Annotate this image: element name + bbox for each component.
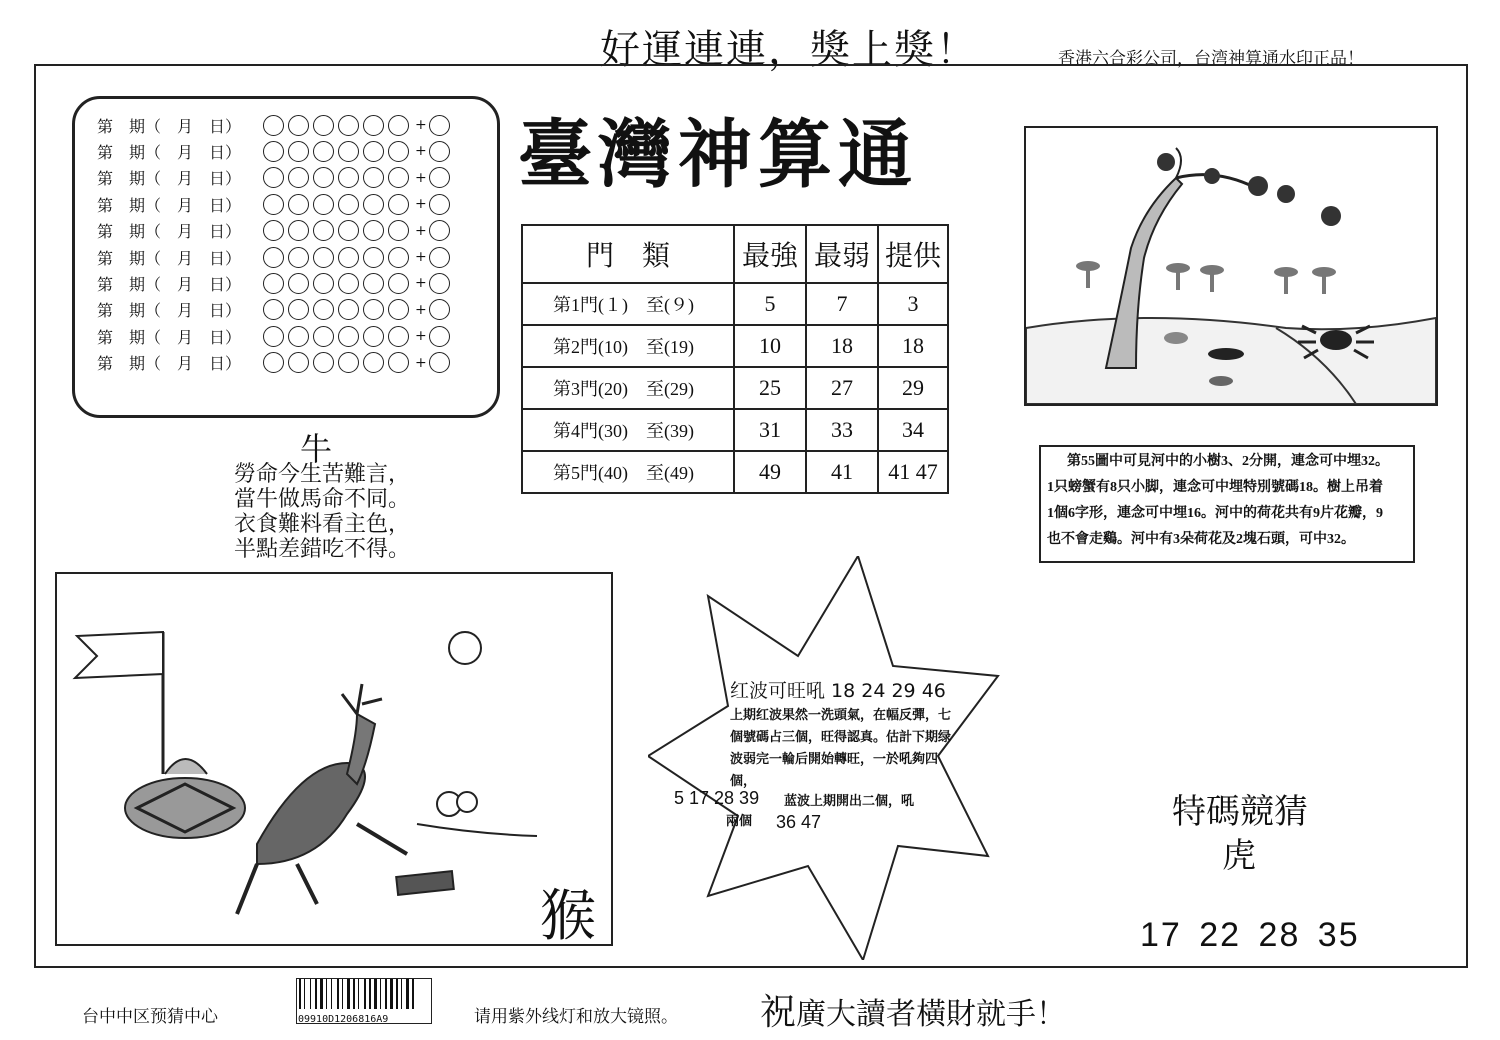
number-ball — [263, 220, 284, 241]
deer-turtle-illustration — [57, 574, 611, 944]
tree-crab-illustration — [1026, 128, 1436, 404]
draw-row-label: 第 期（ 月 日） — [97, 248, 242, 268]
number-ball — [338, 352, 359, 373]
special-guess-title: 特碼競猜 — [1172, 792, 1308, 832]
number-ball — [313, 326, 334, 347]
draw-row-label: 第 期（ 月 日） — [97, 222, 242, 242]
plus-sign: + — [415, 328, 427, 345]
weakest-cell: 41 — [806, 451, 878, 493]
number-ball — [288, 141, 309, 162]
number-ball — [363, 194, 384, 215]
special-number-ball — [429, 299, 450, 320]
number-ball — [338, 194, 359, 215]
number-ball — [388, 115, 409, 136]
number-ball — [288, 115, 309, 136]
picture-hint-text — [1039, 445, 1415, 563]
draw-record-row — [97, 271, 454, 295]
range-cell: 第4門(30) 至(39) — [522, 409, 734, 451]
draw-record-row — [97, 113, 454, 137]
number-ball — [363, 220, 384, 241]
footer-blessing — [760, 984, 1066, 1035]
provided-cell: 3 — [878, 283, 948, 325]
picture-zodiac-label: 猴 — [540, 884, 596, 949]
range-cell: 第1門(１) 至(９) — [522, 283, 734, 325]
number-ball — [338, 167, 359, 188]
number-ball — [388, 273, 409, 294]
number-ball — [363, 326, 384, 347]
starburst-numbers-1: 5 17 28 39 — [674, 788, 760, 808]
starburst-body: 上期红波果然一洗頭氣，在幅反彈，七個號碼占三個，旺得認真。估計下期绿波弱完一輪后開始轉旺，一於吼夠四個， — [730, 707, 952, 788]
range-cell: 第3門(20) 至(29) — [522, 367, 734, 409]
col-header-weakest: 最弱 — [806, 225, 878, 283]
range-cell: 第2門(10) 至(19) — [522, 325, 734, 367]
table-row — [522, 283, 948, 325]
range-cell: 第5門(40) 至(49) — [522, 451, 734, 493]
table-header-row — [522, 225, 948, 283]
col-header-category: 門 類 — [522, 225, 734, 283]
draw-row-label: 第 期（ 月 日） — [97, 354, 242, 374]
starburst-tail-2: 兩個 — [726, 813, 753, 828]
col-header-strongest: 最強 — [734, 225, 806, 283]
draw-record-grid — [72, 96, 500, 418]
blessing-big-char: 祝 — [760, 992, 797, 1033]
special-number-ball — [429, 141, 450, 162]
strongest-cell: 10 — [734, 325, 806, 367]
number-ball — [313, 141, 334, 162]
number-ball — [363, 167, 384, 188]
footer-instruction: 请用紫外线灯和放大镜照。 — [474, 1007, 678, 1027]
number-ball — [338, 141, 359, 162]
number-ball — [338, 247, 359, 268]
poem-line: 當牛做馬命不同。 — [234, 487, 411, 512]
number-ball — [363, 247, 384, 268]
plus-sign: + — [415, 117, 427, 133]
table-row — [522, 367, 948, 409]
number-ball — [313, 299, 334, 320]
barcode-bars — [297, 979, 430, 1009]
draw-record-row — [97, 324, 454, 348]
number-ball — [263, 247, 284, 268]
hint-line: 1只螃蟹有8只小脚，連念可中埋特別號碼18。樹上吊着 — [1047, 480, 1383, 495]
draw-record-row — [97, 298, 454, 322]
draw-row-label: 第 期（ 月 日） — [97, 195, 242, 215]
number-ball — [313, 194, 334, 215]
table-row — [522, 325, 948, 367]
draw-record-row — [97, 219, 454, 243]
special-guess-animal: 虎 — [1222, 836, 1256, 876]
draw-row-label: 第 期（ 月 日） — [97, 301, 242, 321]
strongest-cell: 31 — [734, 409, 806, 451]
riddle-picture-deer-turtle — [55, 572, 613, 946]
draw-row-label: 第 期（ 月 日） — [97, 142, 242, 162]
footer-center-name: 台中中区预猜中心 — [82, 1007, 218, 1027]
draw-record-row — [97, 192, 454, 216]
number-ball — [388, 220, 409, 241]
special-number-ball — [429, 273, 450, 294]
special-number-ball — [429, 352, 450, 373]
number-ball — [338, 299, 359, 320]
number-ball — [313, 220, 334, 241]
page-title: 臺灣神算通 — [518, 112, 918, 198]
number-ball — [313, 115, 334, 136]
number-ball — [288, 352, 309, 373]
strongest-cell: 25 — [734, 367, 806, 409]
provided-cell: 29 — [878, 367, 948, 409]
number-ball — [288, 247, 309, 268]
number-ball — [313, 352, 334, 373]
number-ball — [263, 194, 284, 215]
draw-record-row — [97, 245, 454, 269]
number-ball — [263, 167, 284, 188]
starburst-numbers-2: 36 47 — [776, 812, 822, 832]
draw-record-row — [97, 351, 454, 375]
number-ball — [313, 247, 334, 268]
hint-line: 1個6字形，連念可中埋16。河中的荷花共有9片花瓣，9 — [1047, 506, 1383, 521]
riddle-picture-tree-crab — [1024, 126, 1438, 406]
number-ball — [338, 115, 359, 136]
number-ball — [313, 167, 334, 188]
plus-sign: + — [415, 354, 427, 371]
number-ball — [363, 115, 384, 136]
special-number-ball — [429, 115, 450, 136]
hint-line: 也不會走鷄。河中有3朵荷花及2塊石頭，可中32。 — [1047, 532, 1355, 547]
starburst-tail: 蓝波上期開出二個，吼 — [784, 793, 915, 808]
number-ball — [363, 352, 384, 373]
weakest-cell: 33 — [806, 409, 878, 451]
draw-row-label: 第 期（ 月 日） — [97, 274, 242, 294]
number-ball — [263, 115, 284, 136]
number-ball — [388, 247, 409, 268]
plus-sign: + — [415, 222, 427, 239]
draw-record-row — [97, 166, 454, 190]
table-row — [522, 409, 948, 451]
number-ball — [288, 273, 309, 294]
number-ball — [288, 326, 309, 347]
special-number-ball — [429, 167, 450, 188]
number-ball — [263, 273, 284, 294]
number-ball — [363, 273, 384, 294]
poem — [234, 462, 410, 562]
number-ball — [338, 273, 359, 294]
plus-sign: + — [415, 196, 427, 213]
draw-row-label: 第 期（ 月 日） — [97, 116, 242, 136]
number-ball — [288, 194, 309, 215]
hint-line: 第55圖中可見河中的小樹3、2分開，連念可中埋32。 — [1067, 454, 1389, 469]
number-ball — [388, 167, 409, 188]
number-ball — [338, 220, 359, 241]
poem-zodiac: 牛 — [300, 430, 333, 468]
poem-line: 半點差錯吃不得。 — [234, 537, 411, 562]
draw-row-label: 第 期（ 月 日） — [97, 327, 242, 347]
number-ball — [263, 326, 284, 347]
number-ball — [288, 220, 309, 241]
barcode-code: 09910D1206816A9 — [298, 1014, 389, 1025]
plus-sign: + — [415, 143, 427, 160]
top-slogan: 好運連連，獎上獎！ — [600, 27, 978, 73]
plus-sign: + — [415, 275, 427, 292]
weakest-cell: 7 — [806, 283, 878, 325]
number-ball — [288, 167, 309, 188]
provided-cell: 41 47 — [878, 451, 948, 493]
strongest-cell: 49 — [734, 451, 806, 493]
weakest-cell: 18 — [806, 325, 878, 367]
plus-sign: + — [415, 169, 427, 186]
provided-cell: 34 — [878, 409, 948, 451]
number-ball — [288, 299, 309, 320]
starburst-heading: 红波可旺吼 18 24 29 46 — [730, 680, 946, 702]
special-number-ball — [429, 326, 450, 347]
number-ball — [263, 141, 284, 162]
number-ball — [363, 299, 384, 320]
number-ball — [388, 352, 409, 373]
special-guess-numbers: 17 22 28 35 — [1140, 916, 1360, 954]
plus-sign: + — [415, 249, 427, 265]
number-ball — [388, 141, 409, 162]
number-ball — [388, 194, 409, 215]
number-ball — [363, 141, 384, 162]
blessing-text: 廣大讀者橫財就手！ — [796, 997, 1067, 1032]
weakest-cell: 27 — [806, 367, 878, 409]
special-number-ball — [429, 247, 450, 268]
provided-cell: 18 — [878, 325, 948, 367]
number-group-table — [521, 224, 949, 494]
draw-record-row — [97, 139, 454, 163]
number-ball — [388, 326, 409, 347]
watermark-note: 香港六合彩公司，台湾神算通水印正品！ — [1058, 49, 1364, 69]
special-number-ball — [429, 220, 450, 241]
number-ball — [338, 326, 359, 347]
col-header-provided: 提供 — [878, 225, 948, 283]
strongest-cell: 5 — [734, 283, 806, 325]
table-row — [522, 451, 948, 493]
number-ball — [263, 299, 284, 320]
poem-line: 勞命今生苦難言， — [234, 462, 411, 487]
plus-sign: + — [415, 301, 427, 318]
poem-line: 衣食難料看主色， — [234, 512, 411, 537]
number-ball — [388, 299, 409, 320]
special-number-ball — [429, 194, 450, 215]
number-ball — [263, 352, 284, 373]
number-ball — [313, 273, 334, 294]
draw-row-label: 第 期（ 月 日） — [97, 169, 242, 189]
